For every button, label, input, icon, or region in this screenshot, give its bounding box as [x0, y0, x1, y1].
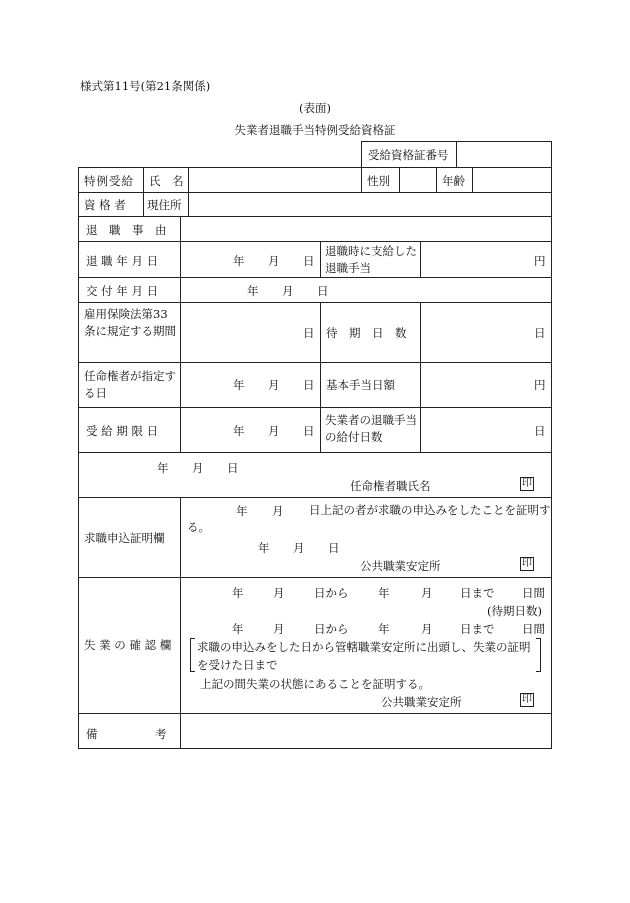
period1-days: 日間 — [522, 586, 545, 600]
job-application-cert-label: 求職申込証明欄 — [84, 531, 165, 545]
period2-from-year: 年 — [232, 622, 244, 636]
appointer-date-label: 任命権者が指定する日 — [84, 369, 176, 400]
period2-to-suffix: 日まで — [460, 622, 495, 636]
appointer-seal-icon: 印 — [522, 478, 532, 489]
period2-to-year: 年 — [378, 622, 390, 636]
cert-number-label: 受給資格証番号 — [368, 148, 449, 162]
period1-from-month: 月 — [273, 586, 285, 600]
eligible-person-label-2: 資 格 者 — [84, 198, 126, 212]
period1-to-month: 月 — [421, 586, 433, 600]
retirement-reason-field[interactable] — [181, 217, 551, 240]
job-cert-date-day: 日 — [328, 541, 340, 555]
daily-allowance-label: 基本手当日額 — [326, 378, 395, 392]
job-cert-seal-icon: 印 — [522, 558, 532, 569]
form-title: 失業者退職手当特例受給資格証 — [234, 123, 396, 137]
job-cert-year: 年 — [236, 504, 248, 518]
waiting-days-label: 待 期 日 数 — [326, 326, 407, 340]
issue-date-month: 月 — [282, 284, 294, 298]
waiting-days-note: (待期日数) — [487, 604, 542, 618]
unemployment-seal-icon: 印 — [522, 694, 532, 705]
job-cert-text: 日上記の者が求職の申込みをしたことを証明する。 — [187, 503, 551, 534]
retirement-date-label: 退 職 年 月 日 — [86, 254, 159, 268]
issue-date-year: 年 — [247, 284, 259, 298]
retirement-reason-label: 退 職 事 由 — [86, 223, 167, 237]
period2-from-month: 月 — [273, 622, 285, 636]
job-cert-month: 月 — [272, 504, 284, 518]
period1-from-year: 年 — [232, 586, 244, 600]
retirement-date-month: 月 — [268, 254, 280, 268]
retirement-pay-label: 退職時に支給した退職手当 — [325, 244, 417, 275]
daily-allowance-unit: 円 — [534, 378, 546, 392]
sex-field[interactable] — [400, 168, 435, 191]
issue-date-label: 交 付 年 月 日 — [86, 284, 159, 298]
age-label: 年齢 — [442, 174, 465, 188]
unemployment-confirm-label: 失 業 の 確 認 欄 — [84, 638, 172, 652]
retirement-date-day: 日 — [303, 254, 315, 268]
issue-date-day: 日 — [317, 284, 329, 298]
appointer-date-day: 日 — [303, 378, 315, 392]
expiry-month: 月 — [268, 424, 280, 438]
unemployment-office-label: 公共職業安定所 — [381, 695, 462, 709]
period2-from-suffix: 日から — [314, 622, 349, 636]
sign-date-year: 年 — [157, 461, 169, 475]
benefit-days-label: 失業者の退職手当の給付日数 — [325, 413, 417, 444]
expiry-year: 年 — [233, 424, 245, 438]
front-side-label: (表面) — [299, 101, 331, 115]
bracket-note: 求職の申込みをした日から管轄職業安定所に出頭し、失業の証明を受けた日まで — [197, 640, 531, 672]
job-cert-date-month: 月 — [293, 541, 305, 555]
period1-from-suffix: 日から — [314, 586, 349, 600]
sign-date-day: 日 — [227, 461, 239, 475]
bracket-left — [190, 638, 195, 672]
address-field[interactable] — [189, 193, 551, 215]
address-label: 現住所 — [147, 198, 182, 212]
sex-label: 性別 — [367, 174, 390, 188]
name-label: 氏 名 — [149, 174, 184, 188]
insurance-period-label: 雇用保険法第33条に規定する期間 — [84, 307, 176, 338]
cert-number-field[interactable] — [457, 142, 551, 167]
appointer-date-month: 月 — [268, 378, 280, 392]
appointer-date-year: 年 — [233, 378, 245, 392]
retirement-date-year: 年 — [233, 254, 245, 268]
sign-date-month: 月 — [192, 461, 204, 475]
period1-to-year: 年 — [378, 586, 390, 600]
retirement-pay-unit: 円 — [534, 254, 546, 268]
job-cert-date-year: 年 — [258, 541, 270, 555]
expiry-day: 日 — [303, 424, 315, 438]
insurance-period-unit: 日 — [303, 326, 315, 340]
benefit-days-unit: 日 — [534, 424, 546, 438]
period2-days: 日間 — [522, 622, 545, 636]
name-field[interactable] — [189, 168, 360, 191]
waiting-days-unit: 日 — [534, 326, 546, 340]
remarks-field[interactable] — [181, 714, 551, 748]
bracket-right — [536, 638, 541, 672]
eligible-person-label-1: 特例受給 — [84, 174, 134, 188]
form-number-label: 様式第11号(第21条関係) — [80, 79, 211, 93]
period1-to-suffix: 日まで — [460, 586, 495, 600]
remarks-label: 備 考 — [86, 727, 167, 741]
period2-to-month: 月 — [421, 622, 433, 636]
age-field[interactable] — [473, 168, 551, 191]
job-cert-office-label: 公共職業安定所 — [360, 559, 441, 573]
benefit-expiry-label: 受 給 期 限 日 — [86, 424, 159, 438]
unemployment-cert-text: 上記の間失業の状態にあることを証明する。 — [200, 677, 430, 691]
appointer-name-label: 任命権者職氏名 — [350, 479, 431, 493]
